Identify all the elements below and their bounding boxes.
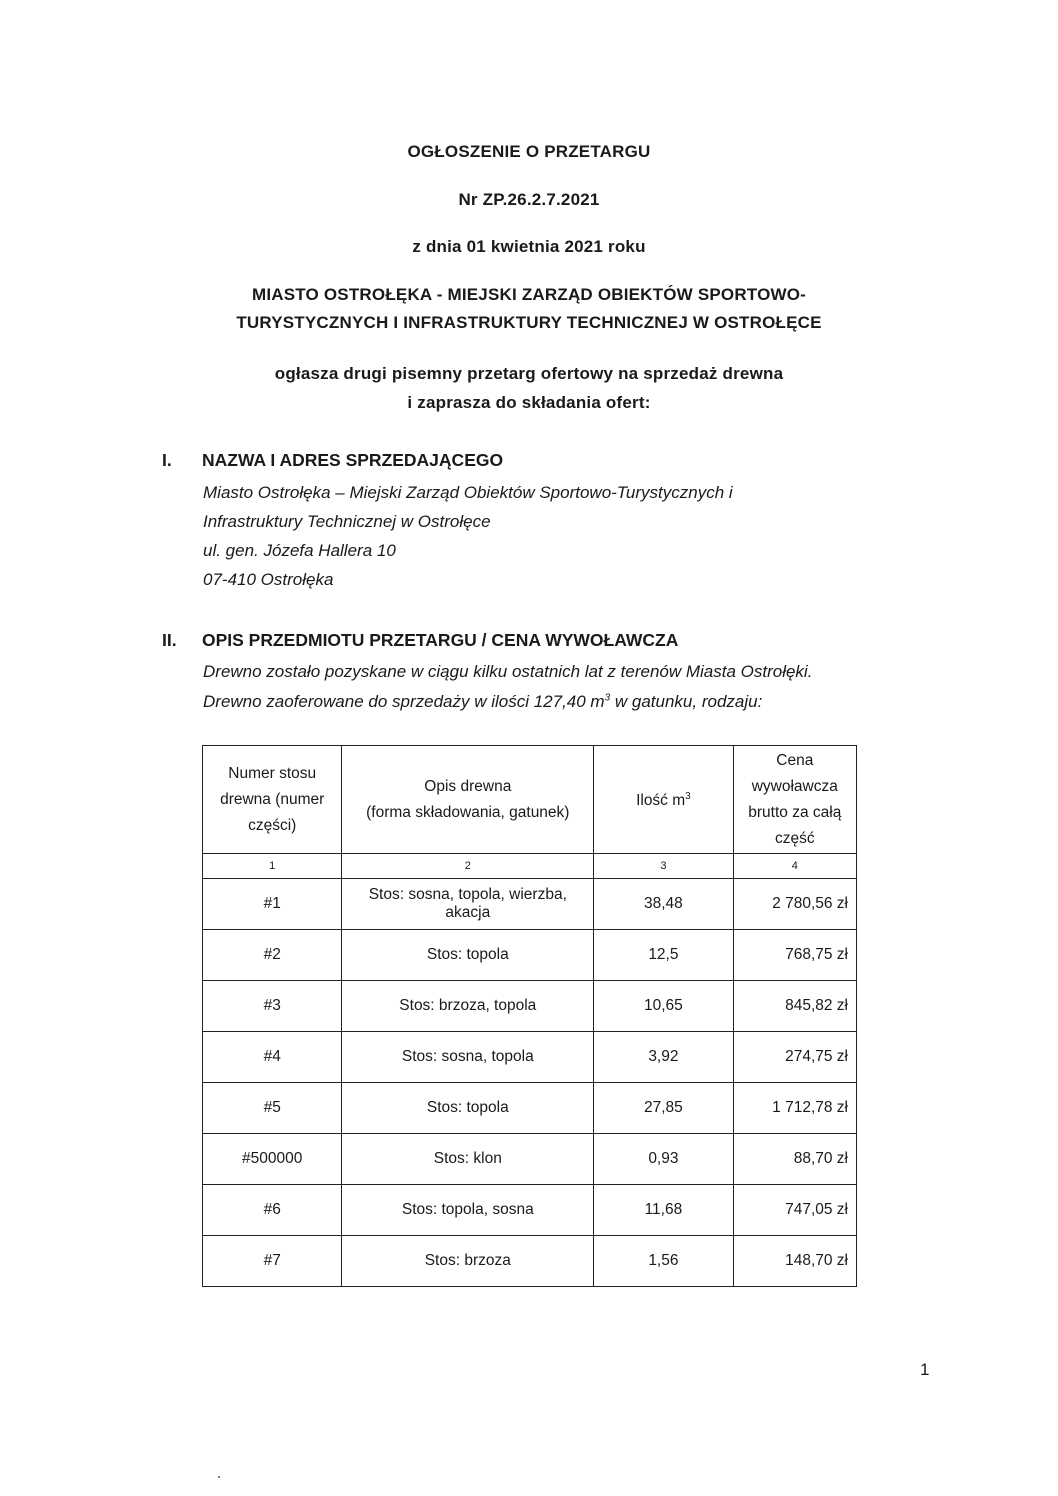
price-cell: 768,75 zł xyxy=(733,930,856,981)
description-line-2-text: Drewno zaoferowane do sprzedaży w ilości 127,40 m xyxy=(203,692,605,711)
document-date: z dnia 01 kwietnia 2021 roku xyxy=(412,237,646,256)
quantity-cell: 1,56 xyxy=(594,1236,733,1287)
organization-line-1: MIASTO OSTROŁĘKA - MIEJSKI ZARZĄD OBIEKTÓW SPORTOWO- xyxy=(251,285,807,304)
price-cell: 2 780,56 zł xyxy=(733,879,856,930)
section-2-heading xyxy=(162,630,678,651)
document-title: OGŁOSZENIE O PRZETARGU xyxy=(407,142,651,161)
description-cell: Stos: brzoza, topola xyxy=(342,981,594,1032)
table-row xyxy=(203,1185,857,1236)
table-row xyxy=(203,981,857,1032)
table-row xyxy=(203,1236,857,1287)
description-cell: Stos: brzoza xyxy=(342,1236,594,1287)
header-quantity-sup: 3 xyxy=(685,791,691,803)
header-price: Cena wywoławcza brutto za całą część xyxy=(733,746,856,854)
seller-name-line-2: Infrastruktury Technicznej w Ostrołęce xyxy=(203,512,491,531)
description-line-2 xyxy=(203,692,762,712)
description-cell: Stos: sosna, topola xyxy=(342,1032,594,1083)
seller-postal-city: 07-410 Ostrołęka xyxy=(203,570,334,589)
intro-line-2: i zaprasza do składania ofert: xyxy=(407,393,651,412)
intro-line-1: ogłasza drugi pisemny przetarg ofertowy na sprzedaż drewna xyxy=(274,364,784,383)
description-cell: Stos: topola xyxy=(342,1083,594,1134)
description-cell: Stos: topola, sosna xyxy=(342,1185,594,1236)
header-description xyxy=(342,746,594,854)
table-row xyxy=(203,879,857,930)
index-cell: 1 xyxy=(203,854,342,879)
description-cell: Stos: klon xyxy=(342,1134,594,1185)
wood-table xyxy=(202,745,857,1287)
header-description-subtitle: (forma składowania, gatunek) xyxy=(366,803,570,821)
index-cell: 3 xyxy=(594,854,733,879)
price-cell: 845,82 zł xyxy=(733,981,856,1032)
section-1-number: I. xyxy=(162,450,172,470)
index-cell: 2 xyxy=(342,854,594,879)
seller-name-line-1: Miasto Ostrołęka – Miejski Zarząd Obiektów Sportowo-Turystycznych i xyxy=(203,483,733,502)
stack-number-cell: #2 xyxy=(203,930,342,981)
quantity-cell: 38,48 xyxy=(594,879,733,930)
document-number: Nr ZP.26.2.7.2021 xyxy=(458,190,600,209)
stack-number-cell: #7 xyxy=(203,1236,342,1287)
section-1-heading xyxy=(162,450,503,471)
stack-number-cell: #1 xyxy=(203,879,342,930)
quantity-cell: 12,5 xyxy=(594,930,733,981)
stack-number-cell: #5 xyxy=(203,1083,342,1134)
scan-speck xyxy=(218,1476,220,1478)
description-cell: Stos: sosna, topola, wierzba, akacja xyxy=(342,879,594,930)
organization-line-2: TURYSTYCZNYCH I INFRASTRUKTURY TECHNICZNEJ W OSTROŁĘCE xyxy=(236,313,822,332)
quantity-cell: 0,93 xyxy=(594,1134,733,1185)
quantity-cell: 3,92 xyxy=(594,1032,733,1083)
table-row xyxy=(203,1032,857,1083)
section-1-title: NAZWA I ADRES SPRZEDAJĄCEGO xyxy=(202,450,504,470)
stack-number-cell: #3 xyxy=(203,981,342,1032)
header-description-title: Opis drewna xyxy=(424,777,512,795)
price-cell: 148,70 zł xyxy=(733,1236,856,1287)
stack-number-cell: #4 xyxy=(203,1032,342,1083)
page-number: 1 xyxy=(920,1360,930,1379)
header-stack-number: Numer stosu drewna (numer części) xyxy=(203,746,342,854)
table-header-row xyxy=(203,746,857,854)
stack-number-cell: #6 xyxy=(203,1185,342,1236)
table-row xyxy=(203,930,857,981)
table-row xyxy=(203,1134,857,1185)
header-quantity xyxy=(594,746,733,854)
header-quantity-label: Ilość m xyxy=(636,792,686,810)
section-2-number: II. xyxy=(162,630,177,650)
quantity-cell: 27,85 xyxy=(594,1083,733,1134)
section-2-title: OPIS PRZEDMIOTU PRZETARGU / CENA WYWOŁAWCZA xyxy=(202,630,679,650)
index-cell: 4 xyxy=(733,854,856,879)
price-cell: 88,70 zł xyxy=(733,1134,856,1185)
description-cell: Stos: topola xyxy=(342,930,594,981)
cubic-superscript: 3 xyxy=(604,692,611,704)
price-cell: 747,05 zł xyxy=(733,1185,856,1236)
price-cell: 1 712,78 zł xyxy=(733,1083,856,1134)
quantity-cell: 10,65 xyxy=(594,981,733,1032)
seller-street: ul. gen. Józefa Hallera 10 xyxy=(203,541,396,560)
table-index-row xyxy=(203,854,857,879)
description-line-1: Drewno zostało pozyskane w ciągu kilku ostatnich lat z terenów Miasta Ostrołęki. xyxy=(203,662,813,681)
quantity-cell: 11,68 xyxy=(594,1185,733,1236)
stack-number-cell: #500000 xyxy=(203,1134,342,1185)
table-row xyxy=(203,1083,857,1134)
description-line-2-suffix: w gatunku, rodzaju: xyxy=(610,692,763,711)
price-cell: 274,75 zł xyxy=(733,1032,856,1083)
